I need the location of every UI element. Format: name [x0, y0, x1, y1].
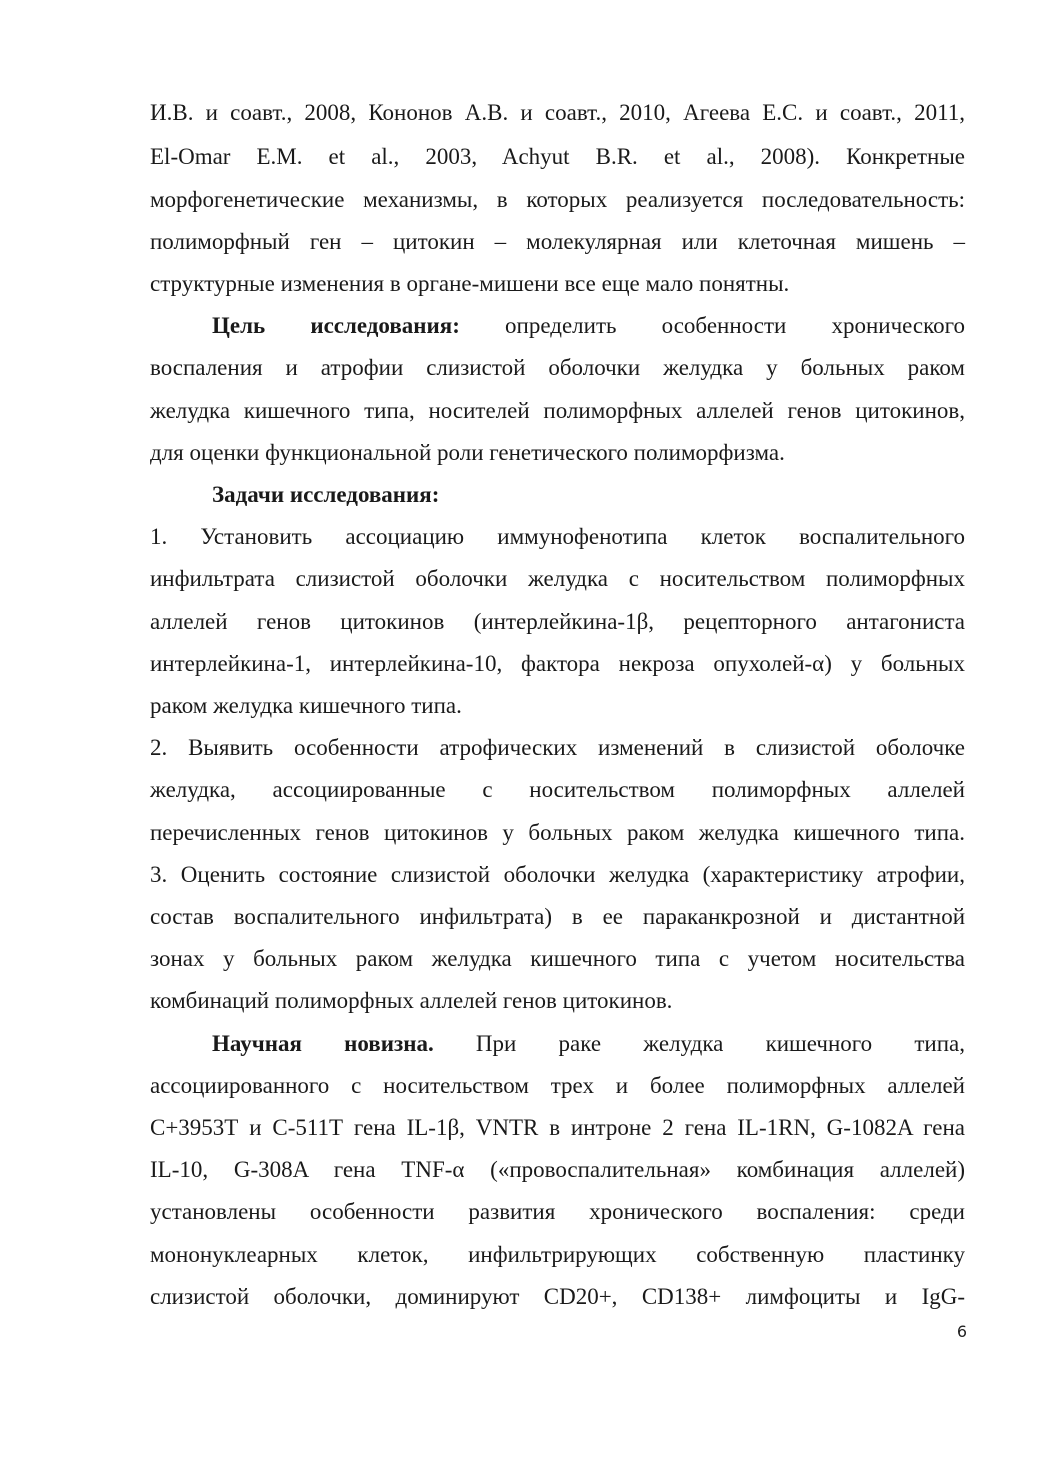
text-line: интерлейкина-1, интерлейкина-10, фактора некроза опухолей-α) у больных [150, 651, 965, 676]
tasks-heading: Задачи исследования: [212, 482, 440, 507]
text-line: структурные изменения в органе-мишени все еще мало понятны. [150, 271, 790, 296]
text-line: установлены особенности развития хронического воспаления: среди [150, 1199, 965, 1224]
text-line: И.В. и соавт., 2008, Кононов А.В. и соавт., 2010, Агеева Е.С. и соавт., 2011, [150, 100, 965, 125]
novelty-heading: Научная новизна. [212, 1031, 434, 1056]
text-line: слизистой оболочки, доминируют CD20+, CD138+ лимфоциты и IgG- [150, 1284, 965, 1309]
text-line: El-Omar E.M. et al., 2003, Achyut B.R. et al., 2008). Конкретные [150, 144, 965, 169]
text-line: С+3953Т и С-511Т гена IL-1β, VNTR в интроне 2 гена IL-1RN, G-1082A гена [150, 1115, 965, 1140]
text-line: раком желудка кишечного типа. [150, 693, 462, 718]
page-number: 6 [956, 1322, 968, 1341]
goal-heading: Цель исследования: [212, 313, 460, 338]
novelty-text: При раке желудка кишечного типа, [433, 1031, 965, 1056]
text-line: полиморфный ген – цитокин – молекулярная или клеточная мишень – [150, 229, 965, 254]
text-line: зонах у больных раком желудка кишечного типа с учетом носительства [150, 946, 965, 971]
text-line: состав воспалительного инфильтрата) в ее параканкрозной и дистантной [150, 904, 965, 929]
text-line: морфогенетические механизмы, в которых реализуется последовательность: [150, 187, 965, 212]
text-line: желудка, ассоциированные с носительством полиморфных аллелей [150, 777, 965, 802]
text-line: комбинаций полиморфных аллелей генов цитокинов. [150, 988, 673, 1013]
text-line: инфильтрата слизистой оболочки желудка с носительством полиморфных [150, 566, 965, 591]
text-line: воспаления и атрофии слизистой оболочки желудка у больных раком [150, 355, 965, 380]
text-line: ассоциированного с носительством трех и более полиморфных аллелей [150, 1073, 965, 1098]
text-line: 2. Выявить особенности атрофических изменений в слизистой оболочке [150, 735, 965, 760]
text-line: аллелей генов цитокинов (интерлейкина-1β, рецепторного антагониста [150, 609, 965, 634]
text-line: 3. Оценить состояние слизистой оболочки желудка (характеристику атрофии, [150, 862, 965, 887]
heading-novelty-line [212, 1029, 965, 1059]
text-line: 1. Установить ассоциацию иммунофенотипа клеток воспалительного [150, 524, 965, 549]
heading-tasks-line [212, 480, 965, 510]
text-line: мононуклеарных клеток, инфильтрирующих собственную пластинку [150, 1242, 965, 1267]
heading-goal-line [212, 311, 965, 341]
text-line: желудка кишечного типа, носителей полиморфных аллелей генов цитокинов, [150, 398, 965, 423]
text-line: перечисленных генов цитокинов у больных раком желудка кишечного типа. [150, 820, 965, 845]
text-line: IL-10, G-308A гена TNF-α («провоспалительная» комбинация аллелей) [150, 1157, 965, 1182]
text-line: для оценки функциональной роли генетического полиморфизма. [150, 440, 785, 465]
goal-text: определить особенности хронического [459, 313, 965, 338]
